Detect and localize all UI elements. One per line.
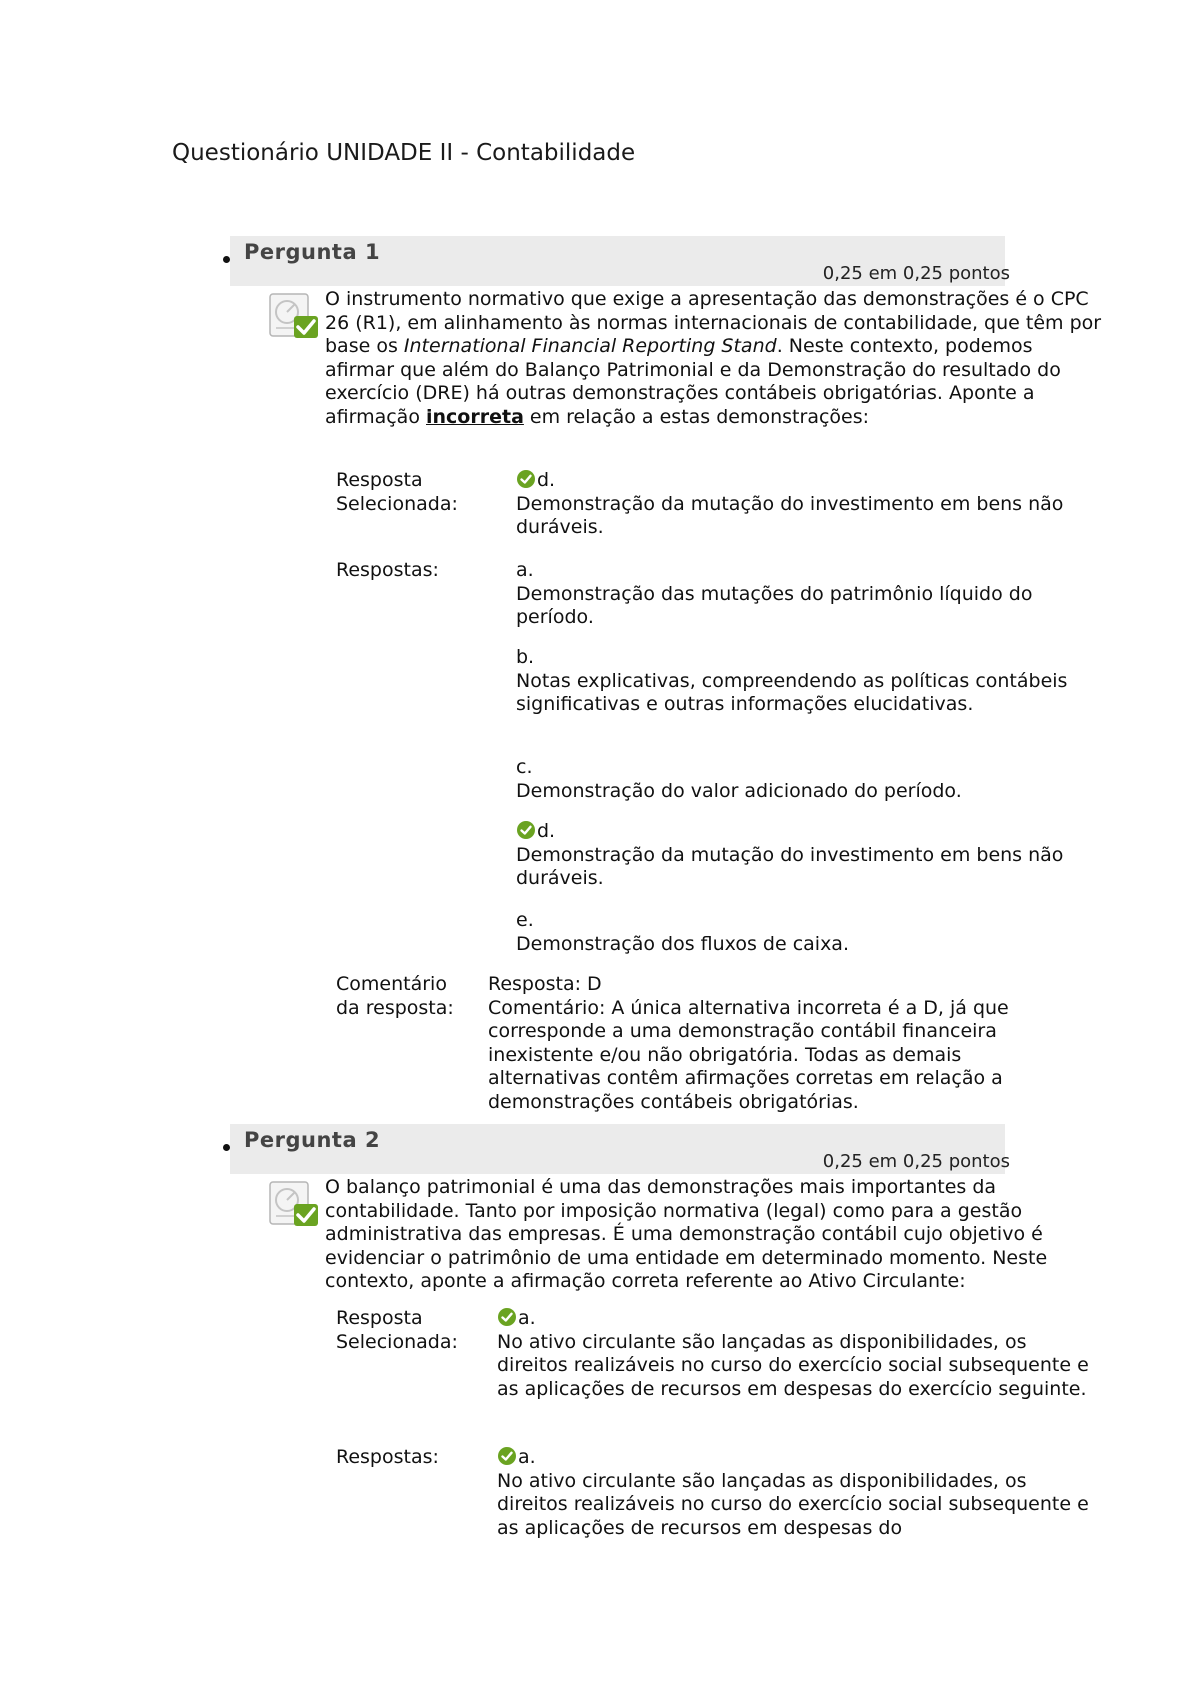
question-score: 0,25 em 0,25 pontos	[822, 263, 1010, 284]
label-line: Selecionada:	[336, 1330, 458, 1353]
answer-letter: e.	[516, 909, 534, 931]
question-text-italic: International Financial Reporting Stand	[403, 335, 777, 357]
green-check-icon	[516, 820, 536, 840]
answer-letter: a.	[516, 559, 534, 581]
answer-letter: c.	[516, 756, 533, 778]
comment-answer: Resposta: D	[488, 973, 602, 995]
correct-check-icon	[268, 1178, 320, 1230]
answer-text: No ativo circulante são lançadas as disponibilidades, os direitos realizáveis no curso do exercício social subsequente e as aplicações de recursos em despesas do	[497, 1469, 1089, 1539]
question-text	[325, 288, 1105, 429]
correct-check-icon	[268, 290, 320, 342]
answer-option-b	[516, 646, 1096, 717]
question-text-part: O instrumento normativo que exige a apresentação das demonstrações é o CPC 26 (R1), em alinhamento às normas internacionais de contabilidade, que têm por base os	[325, 288, 1102, 357]
label-line: Resposta	[336, 1307, 423, 1329]
answer-text: No ativo circulante são lançadas as disponibilidades, os direitos realizáveis no curso do exercício social subsequente e as aplicações de recursos em despesas do exercício seguinte.	[497, 1330, 1089, 1400]
answer-comment	[488, 973, 1068, 1114]
selected-answer	[516, 469, 1096, 540]
answer-letter: a.	[518, 1307, 536, 1329]
question-text-emphasis: incorreta	[426, 405, 524, 428]
answer-letter: d.	[537, 820, 556, 842]
answer-text: Notas explicativas, compreendendo as políticas contábeis significativas e outras informações elucidativas.	[516, 669, 1068, 715]
document-title: Questionário UNIDADE II - Contabilidade	[172, 140, 636, 166]
answer-option-d	[516, 820, 1096, 891]
answer-letter: b.	[516, 646, 535, 668]
question-text-part: . Neste contexto, podemos afirmar que além do Balanço Patrimonial e da Demonstração do resultado do exercício (DRE) há outras demonstrações contábeis obrigatórias. Aponte a afirmação	[325, 335, 1061, 428]
question-text-part: em relação a estas demonstrações:	[523, 405, 870, 428]
question-header-2	[230, 1124, 1010, 1174]
answer-letter: d.	[537, 469, 556, 491]
comment-text: Comentário: A única alternativa incorreta é a D, já que corresponde a uma demonstração contábil financeira inexistente e/ou não obrigatória. Todas as demais alternativas contêm afirmações corretas em relação a demonstrações contábeis obrigatórias.	[488, 996, 1009, 1113]
answer-option-e	[516, 909, 1096, 956]
answer-option-c	[516, 756, 1096, 803]
green-check-icon	[516, 469, 536, 489]
label-line: Selecionada:	[336, 492, 458, 515]
comment-label	[336, 973, 496, 1020]
question-title: Pergunta 1	[244, 240, 381, 264]
answer-text: Demonstração dos fluxos de caixa.	[516, 932, 849, 955]
question-title: Pergunta 2	[244, 1128, 381, 1152]
selected-answer-label	[336, 1307, 496, 1354]
answer-option-a	[516, 559, 1096, 630]
answers-label: Respostas:	[336, 1446, 439, 1468]
answer-text: Demonstração das mutações do patrimônio líquido do período.	[516, 582, 1033, 628]
bullet-icon	[223, 256, 230, 263]
selected-answer-label	[336, 469, 496, 516]
green-check-icon	[497, 1446, 517, 1466]
answer-option-a	[497, 1446, 1102, 1540]
question-text: O balanço patrimonial é uma das demonstrações mais importantes da contabilidade. Tanto por imposição normativa (legal) como para a gestão administrativa das empresas. É uma demonstração contábil cujo objetivo é evidenciar o patrimônio de uma entidade em determinado momento. Neste contexto, aponte a afirmação correta referente ao Ativo Circulante:	[325, 1176, 1048, 1292]
question-score: 0,25 em 0,25 pontos	[822, 1151, 1010, 1172]
question-header-1	[230, 236, 1010, 286]
answer-letter: a.	[518, 1446, 536, 1468]
label-line: da resposta:	[336, 996, 454, 1019]
answer-text: Demonstração da mutação do investimento em bens não duráveis.	[516, 843, 1064, 889]
label-line: Comentário	[336, 973, 447, 995]
answer-text: Demonstração da mutação do investimento em bens não duráveis.	[516, 492, 1064, 538]
label-line: Resposta	[336, 469, 423, 491]
green-check-icon	[497, 1307, 517, 1327]
selected-answer	[497, 1307, 1102, 1401]
answers-label: Respostas:	[336, 559, 439, 581]
bullet-icon	[223, 1144, 230, 1151]
answer-text: Demonstração do valor adicionado do período.	[516, 779, 962, 802]
